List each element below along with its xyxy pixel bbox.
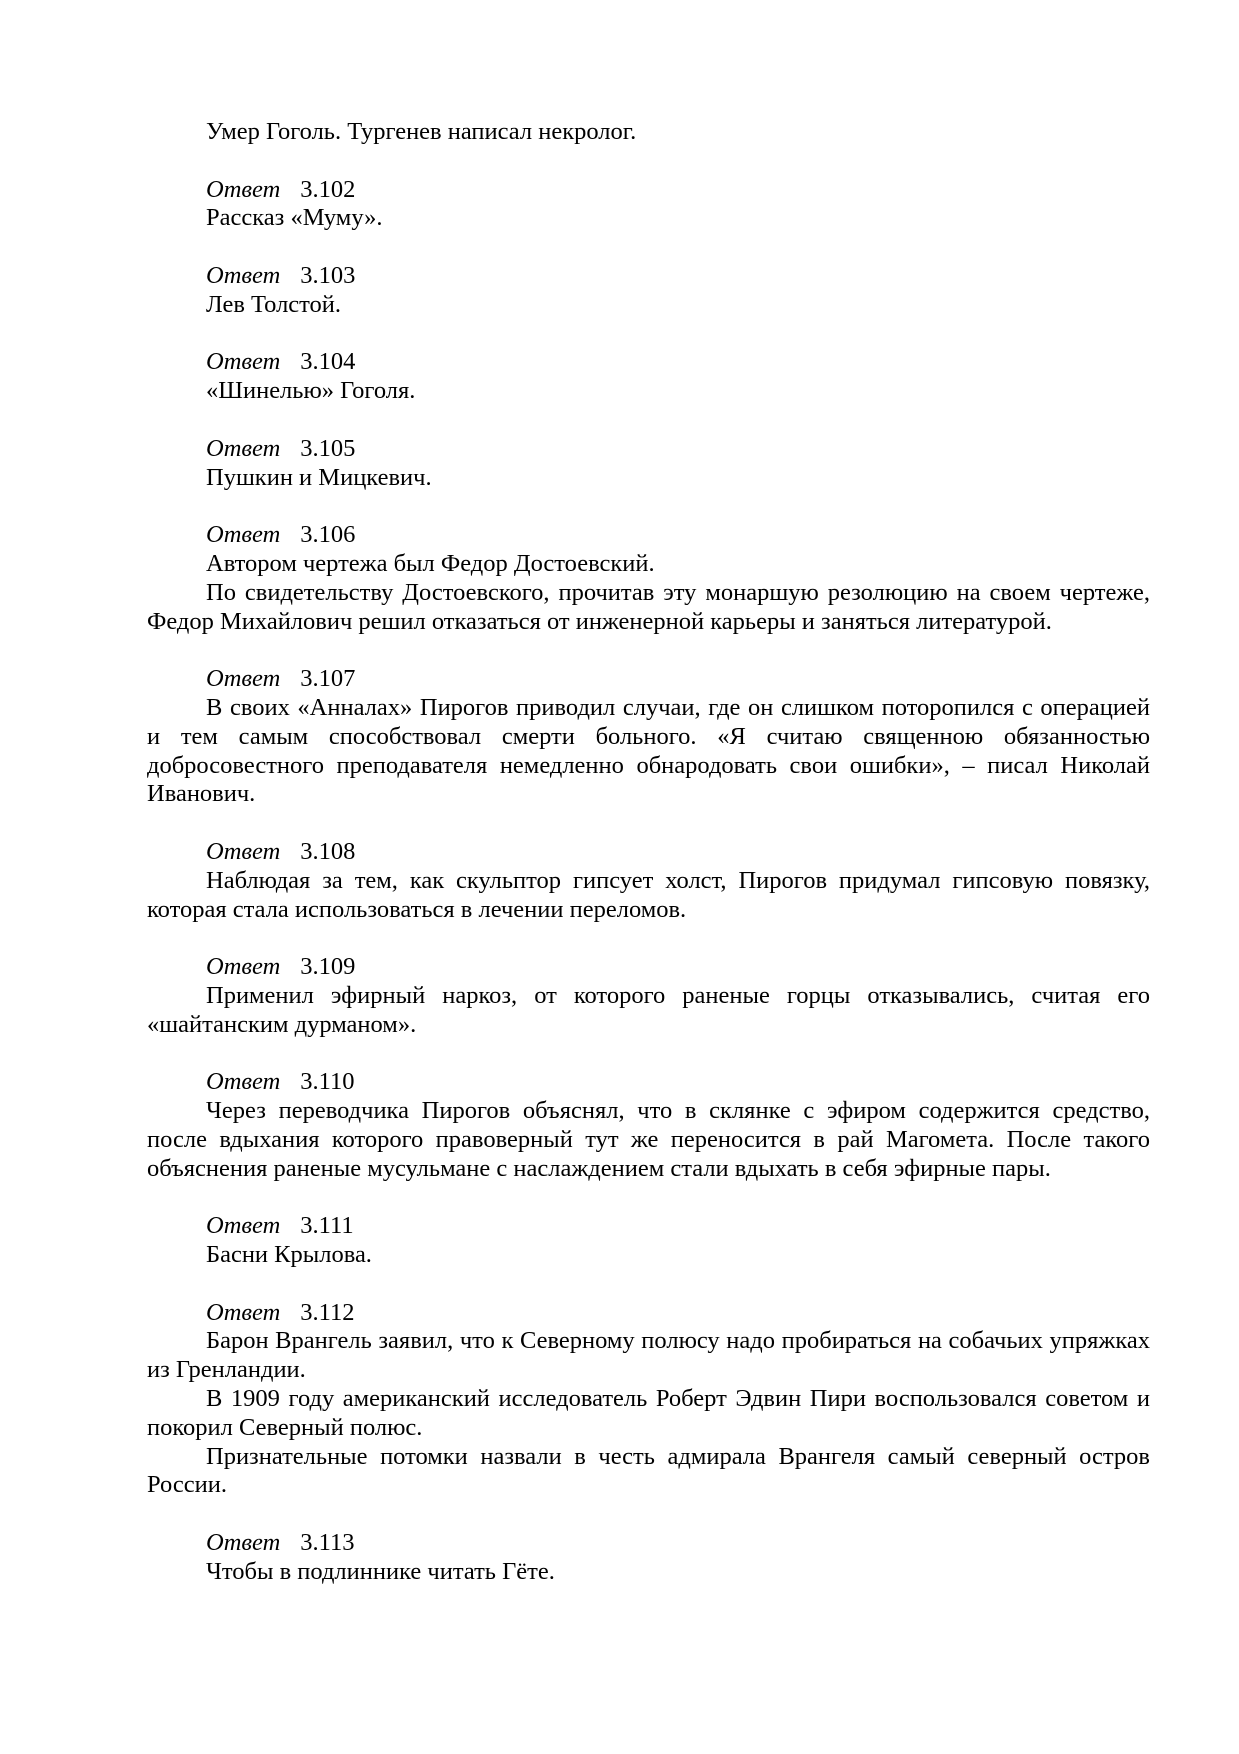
section-spacer xyxy=(147,1183,1150,1212)
answer-heading xyxy=(147,1529,1150,1558)
answer-label: Ответ xyxy=(206,1068,281,1096)
answer-heading xyxy=(147,176,1150,205)
answer-label: Ответ xyxy=(206,837,281,865)
answer-label: Ответ xyxy=(206,521,281,549)
answer-paragraph: Барон Врангель заявил, что к Северному полюсу надо пробираться на собачьих упряжках из Гренландии. xyxy=(147,1327,1150,1384)
answer-paragraph: Признательные потомки назвали в честь адмирала Врангеля самый северный остров России. xyxy=(147,1442,1150,1499)
answer-block xyxy=(147,1212,1150,1270)
section-spacer xyxy=(147,809,1150,838)
answer-heading xyxy=(147,435,1150,464)
section-spacer xyxy=(147,406,1150,435)
answer-paragraph: Применил эфирный наркоз, от которого раненые горцы отказывались, считая его «шайтанским дурманом». xyxy=(147,981,1150,1038)
section-spacer xyxy=(147,1500,1150,1529)
answer-number: 3.102 xyxy=(300,175,356,203)
section-spacer xyxy=(147,320,1150,349)
answer-block xyxy=(147,262,1150,320)
answer-block xyxy=(147,435,1150,493)
answer-heading xyxy=(147,521,1150,550)
answer-number: 3.108 xyxy=(300,837,356,865)
answer-paragraph: Чтобы в подлиннике читать Гёте. xyxy=(206,1557,555,1585)
answer-paragraph: В своих «Анналах» Пирогов приводил случаи, где он слишком поторопился с операцией и тем самым способствовал смерти больного. «Я считаю священною обязанностью добросовестного преподавателя немедленно обнародовать свои ошибки», – писал Николай Иванович. xyxy=(147,693,1150,808)
answer-heading xyxy=(147,1212,1150,1241)
answer-heading xyxy=(147,348,1150,377)
answer-paragraph: В 1909 году американский исследователь Роберт Эдвин Пири воспользовался советом и покорил Северный полюс. xyxy=(147,1385,1150,1441)
answer-block xyxy=(147,1299,1150,1501)
answer-label: Ответ xyxy=(206,434,281,462)
answer-paragraph: По свидетельству Достоевского, прочитав эту монаршую резолюцию на своем чертеже, Федор Михайлович решил отказаться от инженерной карьеры и заняться литературой. xyxy=(147,578,1150,635)
answer-number: 3.103 xyxy=(300,261,356,289)
answer-heading xyxy=(147,262,1150,291)
answer-number: 3.111 xyxy=(300,1212,354,1240)
answer-block xyxy=(147,521,1150,636)
section-spacer xyxy=(147,233,1150,262)
answers-list xyxy=(147,147,1150,1587)
answer-heading xyxy=(147,1068,1150,1097)
answer-number: 3.105 xyxy=(300,434,356,462)
answer-number: 3.109 xyxy=(300,953,356,981)
section-spacer xyxy=(147,924,1150,953)
answer-number: 3.106 xyxy=(300,521,356,549)
intro-paragraph: Умер Гоголь. Тургенев написал некролог. xyxy=(206,118,637,145)
answer-paragraph: Рассказ «Муму». xyxy=(206,204,383,232)
section-spacer xyxy=(147,1270,1150,1299)
answer-label: Ответ xyxy=(206,665,281,693)
answer-number: 3.113 xyxy=(300,1529,355,1557)
answer-heading xyxy=(147,1299,1150,1328)
section-spacer xyxy=(147,636,1150,665)
answer-block xyxy=(147,1529,1150,1587)
answer-paragraph: Басни Крылова. xyxy=(206,1241,372,1269)
answer-block xyxy=(147,348,1150,406)
answer-block xyxy=(147,176,1150,234)
answer-label: Ответ xyxy=(206,175,281,203)
answer-block xyxy=(147,1068,1150,1183)
answer-heading xyxy=(147,953,1150,982)
answer-block xyxy=(147,838,1150,924)
answer-paragraph: Наблюдая за тем, как скульптор гипсует холст, Пирогов придумал гипсовую повязку, которая стала использоваться в лечении переломов. xyxy=(147,866,1150,923)
answer-paragraph: «Шинелью» Гоголя. xyxy=(206,377,416,405)
answer-block xyxy=(147,953,1150,1039)
answer-label: Ответ xyxy=(206,1298,281,1326)
section-spacer xyxy=(147,492,1150,521)
answer-number: 3.110 xyxy=(300,1068,355,1096)
section-spacer xyxy=(147,1040,1150,1069)
answer-paragraph: Автором чертежа был Федор Достоевский. xyxy=(206,549,655,577)
answer-paragraph: Лев Толстой. xyxy=(206,290,342,318)
answer-label: Ответ xyxy=(206,953,281,981)
answer-heading xyxy=(147,665,1150,694)
answer-paragraph: Через переводчика Пирогов объяснял, что в склянке с эфиром содержится средство, после вдыхания которого правоверный тут же переносится в рай Магомета. После такого объяснения раненые мусульмане с наслаждением стали вдыхать в себя эфирные пары. xyxy=(147,1097,1150,1182)
answer-label: Ответ xyxy=(206,348,281,376)
answer-number: 3.104 xyxy=(300,348,356,376)
answer-block xyxy=(147,665,1150,809)
answer-label: Ответ xyxy=(206,1212,281,1240)
answer-number: 3.107 xyxy=(300,665,356,693)
answer-paragraph: Пушкин и Мицкевич. xyxy=(206,463,432,491)
document-page xyxy=(147,118,1150,1587)
answer-label: Ответ xyxy=(206,261,281,289)
section-spacer xyxy=(147,147,1150,176)
answer-number: 3.112 xyxy=(300,1298,355,1326)
answer-label: Ответ xyxy=(206,1529,281,1557)
answer-heading xyxy=(147,838,1150,867)
